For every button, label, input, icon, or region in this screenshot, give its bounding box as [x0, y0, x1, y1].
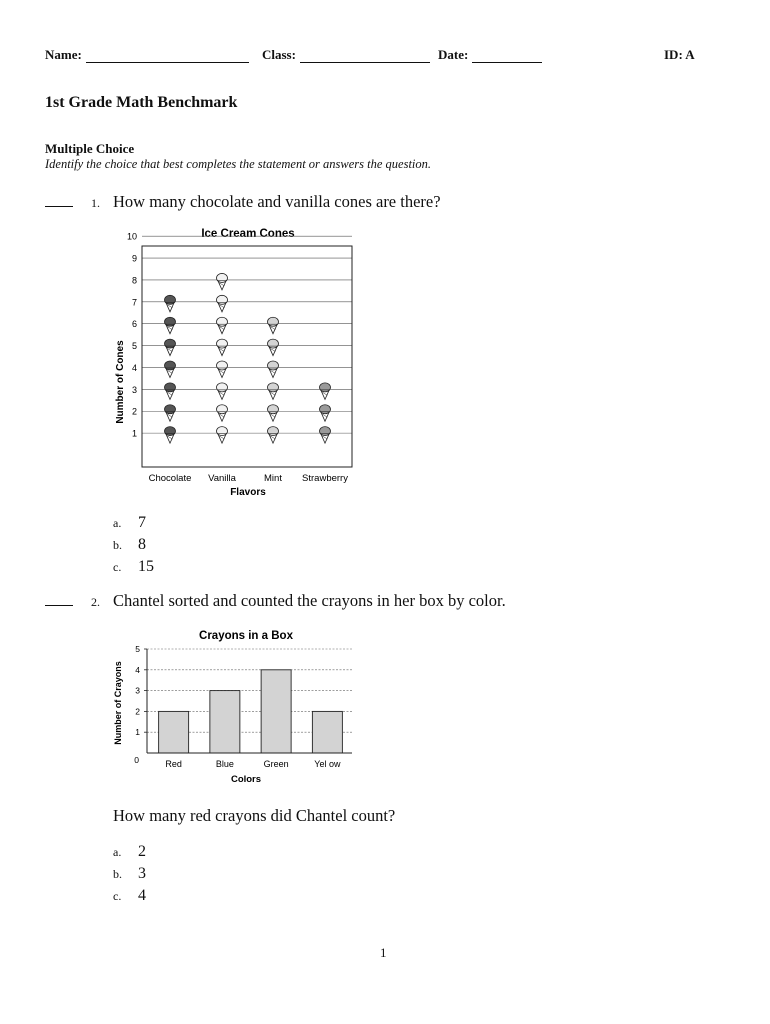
y-tick-label: 0	[134, 755, 139, 765]
choice-label: b.	[113, 538, 122, 552]
y-tick-label: 8	[131, 275, 137, 286]
choice-q2-b[interactable]	[113, 865, 146, 883]
y-tick-label: 5	[131, 341, 137, 352]
cone-mark	[165, 427, 176, 444]
cone-mark	[217, 427, 228, 444]
y-tick-label: 1	[135, 727, 140, 738]
choice-value: 3	[138, 865, 146, 882]
choice-value: 4	[138, 887, 146, 904]
ice-cream-chart	[105, 222, 365, 504]
choice-label: c.	[113, 889, 122, 903]
y-tick-label: 6	[131, 319, 137, 330]
bar-green	[261, 670, 291, 753]
cone-mark	[268, 361, 279, 378]
name-field[interactable]	[45, 47, 249, 63]
name-blank[interactable]	[86, 50, 249, 63]
chart-title: Ice Cream Cones	[201, 228, 295, 240]
choice-q1-b[interactable]	[113, 536, 146, 554]
name-label: Name:	[45, 47, 82, 62]
cone-mark	[217, 317, 228, 334]
choice-q2-a[interactable]	[113, 843, 146, 861]
page-title: 1st Grade Math Benchmark	[45, 94, 238, 111]
cone-mark	[217, 273, 228, 290]
cone-mark	[320, 405, 331, 422]
cone-mark	[217, 405, 228, 422]
crayons-chart	[105, 625, 365, 790]
choice-label: a.	[113, 845, 122, 859]
cone-mark	[320, 427, 331, 444]
question-number: 1.	[91, 196, 100, 210]
question-followup: How many red crayons did Chantel count?	[113, 806, 396, 825]
bar-blue	[210, 691, 240, 753]
cone-mark	[217, 361, 228, 378]
date-blank[interactable]	[472, 50, 542, 63]
cone-mark	[165, 361, 176, 378]
answer-blank-q1[interactable]	[45, 206, 73, 207]
x-tick-label: Strawberry	[302, 473, 348, 484]
cone-mark	[165, 339, 176, 356]
cone-mark	[217, 295, 228, 312]
question-text: How many chocolate and vanilla cones are there?	[113, 192, 441, 211]
x-tick-label: Chocolate	[148, 473, 192, 484]
x-tick-label: Yel ow	[314, 759, 341, 769]
choice-q1-a[interactable]	[113, 514, 146, 532]
y-tick-label: 3	[135, 685, 140, 696]
cone-mark	[165, 405, 176, 422]
choice-value: 7	[138, 514, 146, 531]
y-axis-label: Number of Cones	[115, 340, 126, 424]
y-tick-label: 2	[135, 706, 140, 717]
id-label: ID: A	[664, 47, 695, 62]
choice-q2-c[interactable]	[113, 887, 146, 905]
y-tick-label: 2	[131, 406, 137, 417]
y-tick-label: 9	[131, 253, 137, 264]
choice-value: 8	[138, 536, 146, 553]
y-tick-label: 10	[126, 231, 137, 242]
x-axis-label: Colors	[230, 774, 262, 785]
chart-title: Crayons in a Box	[199, 630, 293, 642]
date-field[interactable]	[438, 47, 542, 63]
choice-label: c.	[113, 560, 122, 574]
y-tick-label: 1	[131, 428, 137, 439]
cone-mark	[268, 339, 279, 356]
y-tick-label: 4	[131, 362, 137, 373]
class-field[interactable]	[262, 47, 430, 63]
x-tick-label: Mint	[264, 473, 282, 484]
cone-mark	[268, 405, 279, 422]
date-label: Date:	[438, 47, 469, 62]
bar-yel-ow	[312, 711, 342, 753]
cone-mark	[217, 339, 228, 356]
cone-mark	[165, 383, 176, 400]
class-label: Class:	[262, 47, 296, 62]
x-tick-label: Red	[165, 759, 182, 769]
cone-mark	[165, 317, 176, 334]
y-tick-label: 7	[131, 297, 137, 308]
cone-mark	[268, 427, 279, 444]
question-number: 2.	[91, 595, 100, 609]
y-tick-label: 4	[135, 664, 140, 675]
x-axis-label: Flavors	[230, 487, 266, 498]
x-tick-label: Vanilla	[208, 473, 236, 484]
page-number: 1	[380, 945, 387, 960]
choice-value: 2	[138, 843, 146, 860]
x-tick-label: Blue	[215, 759, 234, 769]
cone-mark	[268, 317, 279, 334]
choice-label: b.	[113, 867, 122, 881]
section-instructions: Identify the choice that best completes the statement or answers the question.	[45, 157, 432, 171]
section-heading: Multiple Choice	[45, 141, 135, 156]
y-axis-label: Number of Crayons	[113, 661, 123, 745]
answer-blank-q2[interactable]	[45, 605, 73, 606]
cone-mark	[217, 383, 228, 400]
y-tick-label: 3	[131, 384, 137, 395]
x-tick-label: Green	[263, 759, 289, 769]
choice-q1-c[interactable]	[113, 558, 154, 576]
choice-label: a.	[113, 516, 122, 530]
cone-mark	[268, 383, 279, 400]
cone-mark	[320, 383, 331, 400]
y-tick-label: 5	[135, 644, 140, 654]
bar-red	[159, 711, 189, 753]
class-blank[interactable]	[300, 50, 430, 63]
choice-value: 15	[138, 558, 154, 575]
cone-mark	[165, 295, 176, 312]
question-text: Chantel sorted and counted the crayons in her box by color.	[113, 591, 506, 610]
